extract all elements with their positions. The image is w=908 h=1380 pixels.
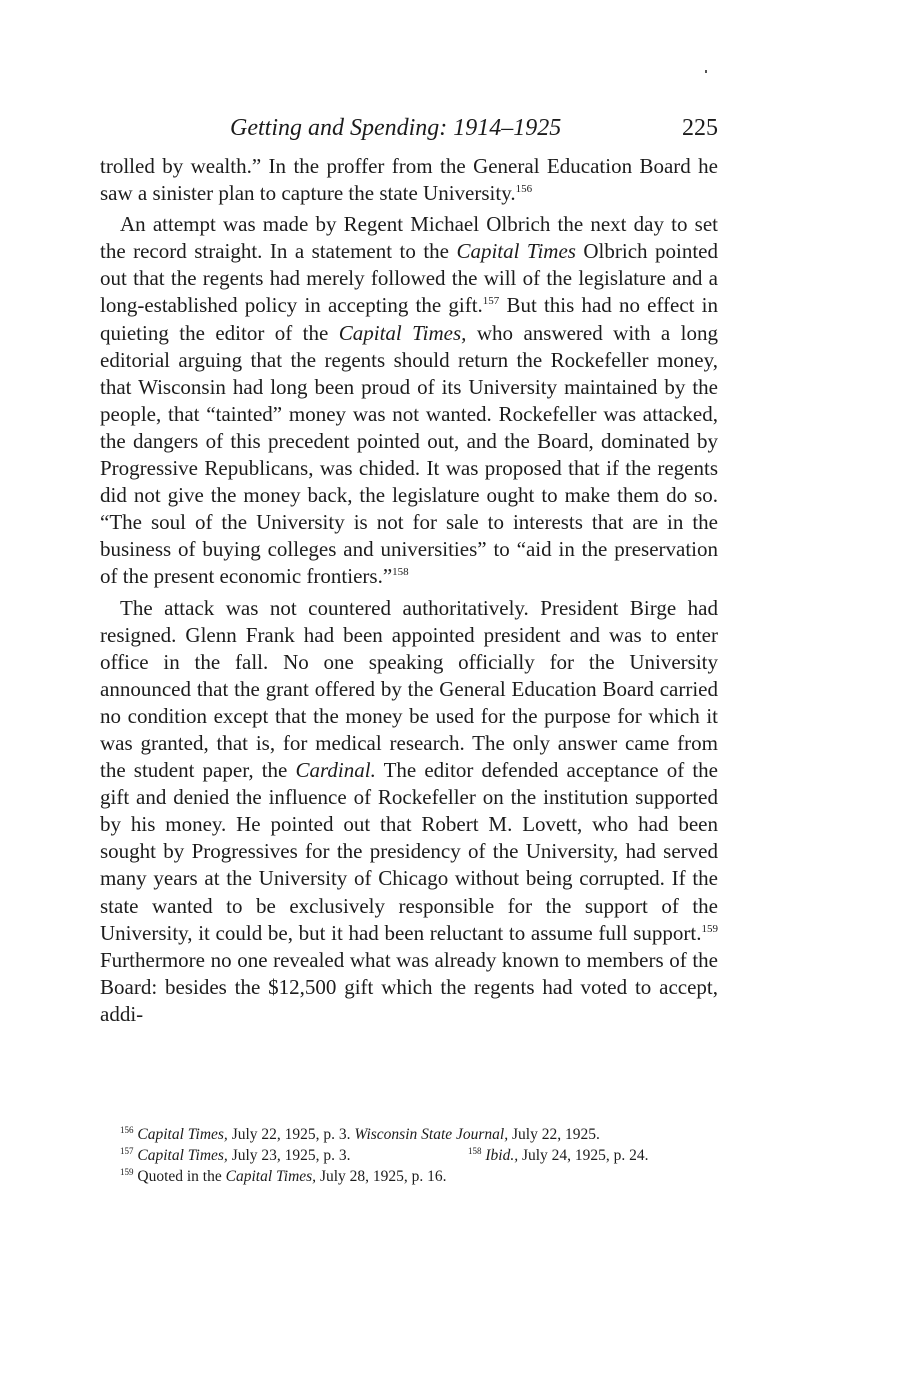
footnote-159: $^{159}$ Quoted in the Capital Times, July 28, 1925, p. 16. <box>120 1167 447 1185</box>
page-number: 225 <box>682 115 718 141</box>
footnote-156: $^{156}$ Capital Times, July 22, 1925, p. 3. Wisconsin State Journal, July 22, 1925. <box>120 1125 600 1143</box>
footnote-ref-159: 159 <box>701 922 718 935</box>
footnotes <box>100 1124 718 1187</box>
body-text <box>100 153 718 1028</box>
running-head: Getting and Spending: 1914–1925 <box>230 115 562 141</box>
paragraph-2: An attempt was made by Regent Michael Olbrich the next day to set the record straight. In a statement to the Capital Times Olbrich pointed out that the regents had merely followed the will of the legislature and a long-established policy in accepting the gift.$^{157}$ But this had no effect in quieting the editor of the Capital Times, who answered with a long editorial arguing that the regents should return the Rockefeller money, that Wisconsin had long been proud of its University maintained by the people, that “tainted” money was not wanted. Rockefeller was attacked, the dangers of this precedent pointed out, and the Board, dominated by Progressive Republicans, was chided. It was proposed that if the regents did not give the money back, the legislature ought to make them do so. “The soul of the University is not for sale to interests that are in the business of buying colleges and universities” to “aid in the preservation of the present economic frontiers.”$^{158}$ <box>100 212 719 589</box>
print-speck <box>705 70 707 73</box>
paragraph-1: trolled by wealth.” In the proffer from the General Education Board he saw a sinister plan to capture the state University.$^{156}$ <box>100 154 718 206</box>
paragraph-3: The attack was not countered authoritatively. President Birge had resigned. Glenn Frank had been appointed president and was to enter office in the fall. No one speaking officially for the University announced that the grant offered by the General Education Board carried no condition except that the money be used for the purpose for which it was granted, that is, for medical research. The only answer came from the student paper, the Cardinal. The editor defended acceptance of the gift and denied the influence of Rockefeller on the institution supported by his money. He pointed out that Robert M. Lovett, who had been sought by Progressives for the presidency of the University, had served many years at the University of Chicago without being corrupted. If the state wanted to be exclusively responsible for the support of the University, it could be, but it had been reluctant to assume full support.$^{159}$ Furthermore no one revealed what was already known to members of the Board: besides the $12,500 gift which the regents had voted to accept, addi- <box>100 595 718 1026</box>
footnote-ref-157: 157 <box>482 295 500 308</box>
footnote-ref-156: 156 <box>515 183 533 196</box>
footnote-158: $^{158}$ Ibid., July 24, 1925, p. 24. <box>468 1146 649 1164</box>
footnote-ref-158: 158 <box>392 566 409 579</box>
footnote-row-157-158 <box>100 1145 718 1166</box>
footnote-157: $^{157}$ Capital Times, July 23, 1925, p. 3. <box>120 1146 351 1164</box>
